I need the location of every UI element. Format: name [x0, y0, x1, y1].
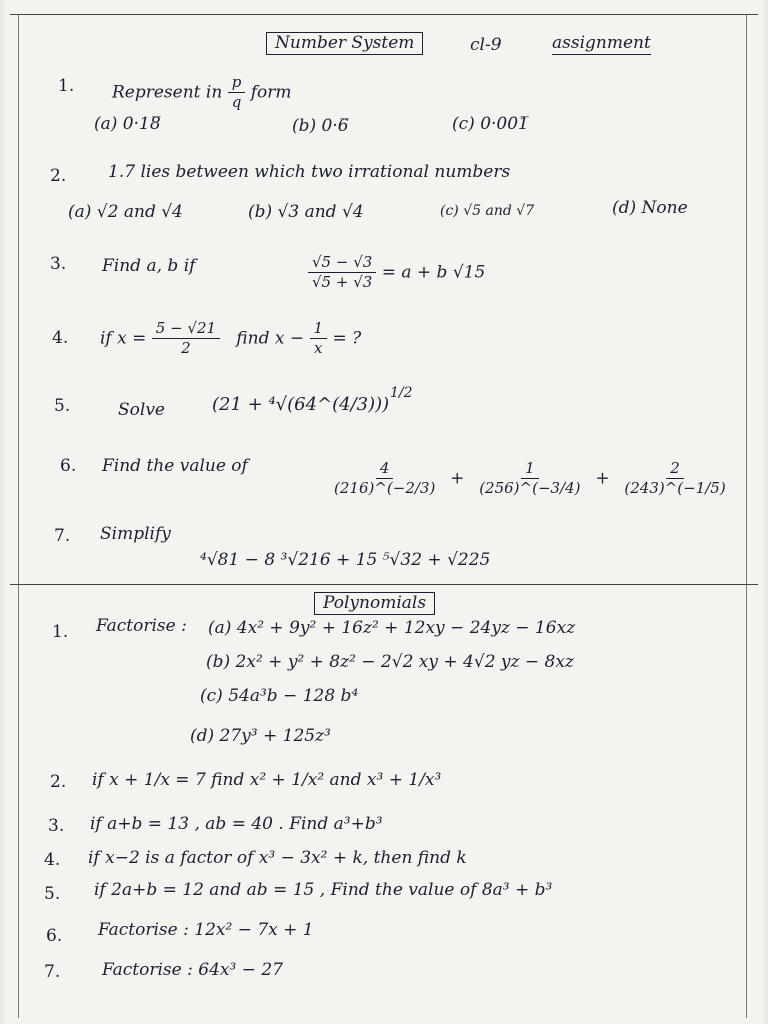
right-margin-line: [746, 14, 747, 1018]
question-text: [112, 74, 292, 112]
question-text: Simplify: [100, 524, 171, 544]
radical-expression: (21 + ⁴√(64^(4/3))): [212, 394, 390, 415]
question-number: 3.: [48, 816, 65, 836]
option-d: (d) None: [612, 198, 688, 218]
question-number: 2.: [50, 166, 67, 186]
topic-box: Number System: [266, 32, 423, 55]
question-number: 7.: [44, 962, 61, 982]
frac-num: 4: [376, 460, 394, 479]
power: 1/2: [390, 385, 413, 401]
section-heading: Polynomials: [314, 592, 435, 615]
question-text: if 2a+b = 12 and ab = 15 , Find the value of 8a³ + b³: [94, 880, 553, 900]
frac-num: √5 − √3: [308, 254, 376, 273]
top-rule: [10, 14, 758, 15]
option-a: (a) 4x² + 9y² + 16z² + 12xy − 24yz − 16xz: [208, 618, 576, 638]
q1-text: Represent in: [112, 82, 223, 103]
assignment-label: assignment: [552, 33, 651, 53]
question-text: if x + 1/x = 7 find x² + 1/x² and x³ + 1/x³: [92, 770, 442, 790]
question-number: 5.: [44, 884, 61, 904]
term-3: [620, 460, 729, 498]
equation: [308, 254, 485, 292]
question-number: 2.: [50, 772, 67, 792]
frac-den: 2: [181, 339, 191, 358]
frac-den: (216)^(−2/3): [334, 479, 436, 498]
x-value-fraction: [152, 320, 220, 358]
option-b: (b) 2x² + y² + 8z² − 2√2 xy + 4√2 yz − 8xz: [206, 652, 574, 672]
question-text: Factorise : 64x³ − 27: [102, 960, 283, 980]
option-a: (a) √2 and √4: [68, 202, 183, 222]
option-c: (c) 54a³b − 128 b⁴: [200, 686, 359, 706]
option-b: (b) 0·6̅: [292, 116, 349, 136]
class-label: cl-9: [470, 35, 502, 55]
frac-den: x: [314, 339, 323, 358]
term-1: [330, 460, 439, 498]
frac-num: 1: [310, 320, 328, 339]
question-number: 1.: [58, 76, 75, 96]
question-number: 6.: [46, 926, 63, 946]
radical-expression: ⁴√81 − 8 ³√216 + 15 ⁵√32 + √225: [200, 550, 491, 570]
term-2: [475, 460, 584, 498]
q4-lead: if x =: [100, 328, 147, 349]
frac-den: (256)^(−3/4): [479, 479, 581, 498]
q4-mid: find x −: [236, 328, 305, 349]
option-d: (d) 27y³ + 125z³: [190, 726, 331, 746]
question-number: 5.: [54, 396, 71, 416]
question-text: 1.7 lies between which two irrational numbers: [108, 162, 511, 182]
question-number: 4.: [52, 328, 69, 348]
question-number: 7.: [54, 526, 71, 546]
question-text: if a+b = 13 , ab = 40 . Find a³+b³: [90, 814, 383, 834]
section-divider: [10, 584, 758, 585]
question-number: 3.: [50, 254, 67, 274]
option-c: (c) 0·001̅: [452, 114, 529, 134]
p-by-q-fraction: [228, 74, 246, 112]
question-text: if x−2 is a factor of x³ − 3x² + k, then find k: [88, 848, 467, 868]
frac-num: p: [228, 74, 246, 93]
q1-tail: form: [250, 82, 292, 103]
surd-fraction: [308, 254, 376, 292]
option-a: (a) 0·18̅: [94, 114, 161, 134]
reciprocal-fraction: [310, 320, 328, 358]
frac-num: 2: [666, 460, 684, 479]
q4-tail: = ?: [332, 328, 362, 349]
question-number: 1.: [52, 622, 69, 642]
question-text: Find a, b if: [102, 256, 196, 276]
option-b: (b) √3 and √4: [248, 202, 364, 222]
frac-den: (243)^(−1/5): [624, 479, 726, 498]
frac-den: q: [231, 93, 242, 112]
question-text: Find the value of: [102, 456, 248, 476]
frac-num: 1: [521, 460, 539, 479]
question-number: 6.: [60, 456, 77, 476]
question-text: Solve: [118, 400, 165, 420]
question-number: 4.: [44, 850, 61, 870]
frac-den: √5 + √3: [312, 273, 373, 292]
option-c: (c) √5 and √7: [440, 203, 535, 219]
equation-rhs: = a + b √15: [381, 262, 486, 283]
left-margin-line: [18, 14, 19, 1018]
question-text: Factorise : 12x² − 7x + 1: [98, 920, 314, 940]
frac-num: 5 − √21: [152, 320, 220, 339]
question-text: Factorise :: [96, 616, 187, 636]
question-text: [100, 320, 361, 358]
sum-expression: $\frac{4}{(216)\^{}(-2/3)}$ + $\frac{1}{(256)\^{}(-3/4)}$ + $\frac{2}{(243)\^{}(-1/5)}$: [330, 460, 730, 498]
worksheet-page: [4, 0, 764, 1024]
